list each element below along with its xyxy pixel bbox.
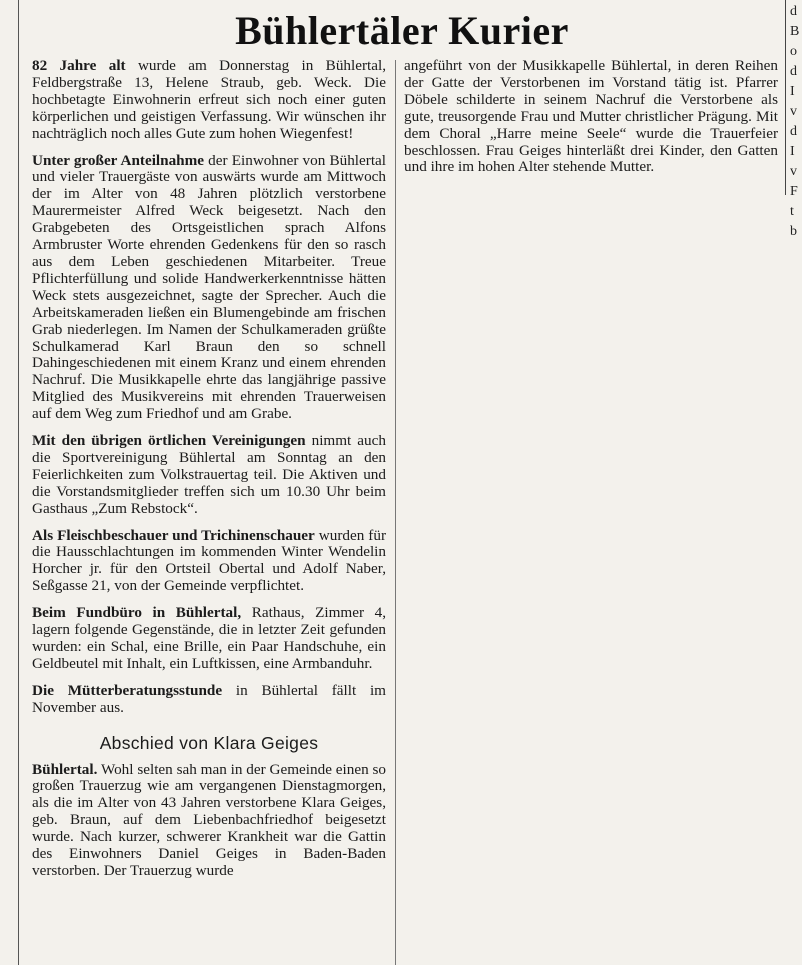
right-column-rule — [785, 0, 786, 195]
edge-letter: I — [790, 84, 795, 99]
edge-letter: F — [790, 184, 798, 199]
article-headline: Abschied von Klara Geiges — [99, 732, 319, 753]
edge-letter: d — [790, 124, 797, 139]
news-item — [32, 605, 386, 673]
news-item-lead: Die Mütterberatungsstunde — [32, 681, 223, 699]
edge-letter: t — [790, 204, 794, 219]
edge-letter: B — [790, 24, 800, 39]
article-dateline: Bühlertal. — [32, 760, 98, 778]
edge-letter: v — [790, 104, 797, 119]
news-item-text: in Bühlertal fällt im November aus. — [32, 681, 386, 716]
news-item — [32, 153, 386, 424]
news-item-lead: Unter großer Anteilnahme — [32, 151, 205, 169]
news-item-lead: Mit den übrigen örtlichen Vereinigungen — [32, 432, 306, 450]
news-item — [32, 58, 386, 143]
article-continuation: angeführt von der Musikkapelle Bühlertal, in deren Reihen der Gatte der Verstorbenen im Vorstand tätig ist. Pfarrer Döbele schilderte in seinem Nachruf die Verstorbene als gute, treusorgende Frau und Mutter christlicher Prägung. Mit dem Choral „Harre meine Seele“ wurde die Trauerfeier beschlossen. Frau Geiges hinterläßt drei Kinder, den Gatten und ihre im hohen Alter stehende Mutter. — [404, 57, 778, 176]
edge-letter: I — [790, 144, 795, 159]
adjacent-column-fragment — [790, 2, 802, 242]
news-item-text: wurden für die Hausschlachtungen im kommenden Winter Wendelin Horcher jr. für den Ortsteil Obertal und Adolf Naber, Seßgasse 21, von der Gemeinde verpflichtet. — [32, 526, 386, 595]
left-column — [32, 58, 386, 890]
edge-letter: d — [790, 4, 797, 19]
news-item-lead: Beim Fundbüro in Bühlertal, — [32, 604, 242, 622]
news-item-lead: Als Fleischbeschauer und Trichinenschauer — [32, 526, 315, 544]
column-divider — [395, 60, 396, 965]
right-column — [404, 58, 778, 186]
news-item-lead: 82 Jahre alt — [32, 57, 126, 74]
edge-letter: d — [790, 64, 797, 79]
edge-letter: b — [790, 224, 797, 239]
edge-letter: o — [790, 44, 797, 59]
article-text: Wohl selten sah man in der Gemeinde einen so großen Trauerzug wie am vergangenen Dienstagmorgen, als die im Alter von 43 Jahren verstorbene Klara Geiges, geb. Braun, auf dem Liebenbachfriedhof beigesetzt wurde. Nach kurzer, schwerer Krankheit war die Gattin des Einwohners Daniel Geiges in Baden-Baden verstorben. Der Trauerzug wurde — [32, 760, 386, 879]
news-item-text: nimmt auch die Sportvereinigung Bühlertal am Sonntag an den Feierlichkeiten zum Volkstrauertag teil. Die Aktiven und die Vorstandsmitglieder treffen sich um 10.30 Uhr beim Gasthaus „Zum Rebstock“. — [32, 432, 386, 517]
news-item — [32, 433, 386, 518]
article-paragraph — [32, 762, 386, 880]
news-item-text: wurde am Donnerstag in Bühlertal, Feldbergstraße 13, Helene Straub, geb. Weck. Die hochbetagte Einwohnerin erfreut sich noch einer guten körperlichen und geistigen Verfassung. Wir wünschen ihr nachträglich noch alles Gute zum hohen Wiegenfest! — [32, 57, 386, 142]
masthead: Bühlertäler Kurier — [235, 8, 569, 53]
news-item — [32, 528, 386, 596]
news-item-text: Rathaus, Zimmer 4, lagern folgende Gegenstände, die in letzter Zeit gefunden wurden: ein Schal, eine Brille, ein Paar Handschuhe, ein Geldbeutel mit Inhalt, ein Luftkissen, eine Armbanduhr. — [32, 604, 386, 672]
news-item-text: der Einwohner von Bühlertal und vieler Trauergäste von auswärts wurde am Mittwoch der im Alter von 48 Jahren plötzlich verstorbene Maurermeister Alfred Weck beigesetzt. Nach den Grabgebeten des Ortsgeistlichen sprach Alfons Armbruster Worte ehrenden Gedenkens für den so rasch aus dem Leben geschiedenen Mitarbeiter. Treue Pflichterfüllung und solide Handwerkerkenntnisse hätten Weck stets ausgezeichnet, sagte der Sprecher. Auch die Arbeitskameraden ließen ein Blumengebinde am frischen Grab niederlegen. Im Namen der Schulkameraden grüßte Schulkamerad Karl Braun den so schnell Dahingeschiedenen mit einem Kranz und einem ehrenden Nachruf. Die Musikkapelle ehrte das langjährige passive Mitglied des Musikvereins mit ehrenden Trauerweisen auf dem Weg zum Friedhof und am Grabe. — [32, 151, 386, 423]
edge-letter: v — [790, 164, 797, 179]
left-column-rule — [18, 0, 19, 965]
news-item — [32, 683, 386, 717]
